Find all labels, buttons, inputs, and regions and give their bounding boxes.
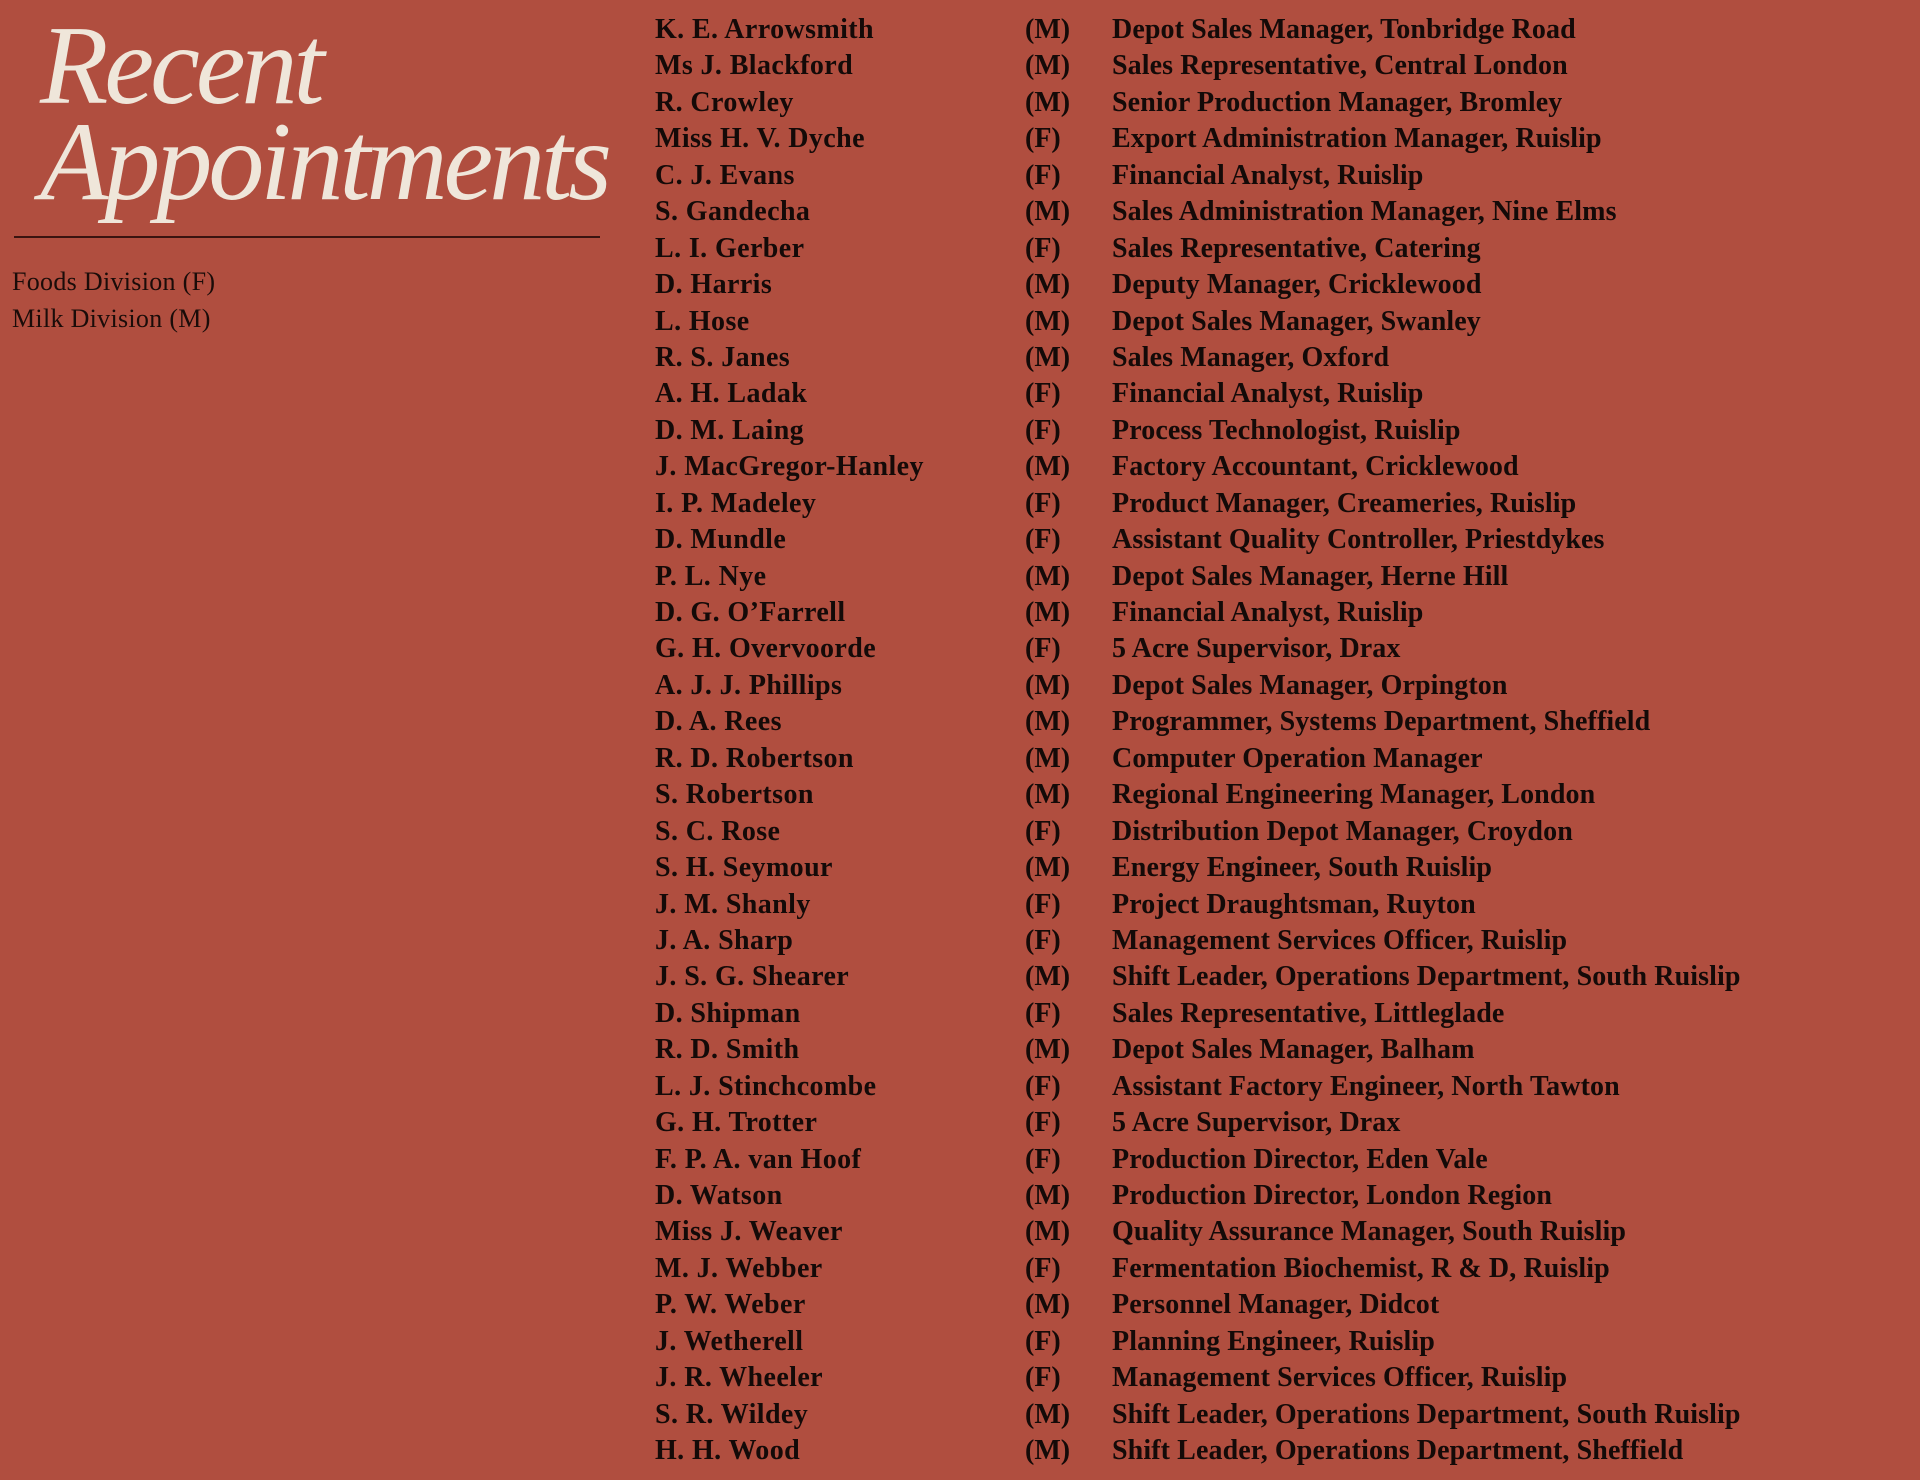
job-title: Distribution Depot Manager, Croydon — [1112, 815, 1573, 847]
appointee-name: D. Harris — [655, 269, 773, 301]
appointee-name: D. Mundle — [655, 524, 787, 556]
division-code: (F) — [1025, 232, 1061, 264]
appointee-name: Miss J. Weaver — [655, 1216, 843, 1248]
job-title: Computer Operation Manager — [1112, 742, 1483, 774]
appointee-name: D. M. Laing — [655, 414, 805, 446]
division-code: (M) — [1025, 961, 1071, 993]
job-title: Financial Analyst, Ruislip — [1112, 378, 1424, 410]
appointee-name: D. A. Rees — [655, 706, 782, 738]
appointee-name: J. A. Sharp — [655, 924, 794, 956]
job-title: Sales Manager, Oxford — [1112, 341, 1390, 373]
appointee-name: L. J. Stinchcombe — [655, 1070, 877, 1102]
division-code: (F) — [1025, 1107, 1061, 1139]
division-code: (M) — [1025, 1034, 1071, 1066]
appointee-name: H. H. Wood — [655, 1435, 801, 1467]
appointee-name: G. H. Trotter — [655, 1107, 818, 1139]
job-title: Production Director, Eden Vale — [1112, 1143, 1488, 1175]
job-title: Financial Analyst, Ruislip — [1112, 597, 1424, 628]
division-legend — [12, 263, 215, 337]
appointee-name: Ms J. Blackford — [655, 50, 854, 82]
appointee-name: D. G. O’Farrell — [655, 597, 846, 628]
title-divider — [14, 236, 600, 238]
appointee-name: S. Robertson — [655, 779, 814, 811]
page-title — [40, 4, 608, 224]
job-title: Factory Accountant, Cricklewood — [1112, 451, 1519, 483]
appointee-name: C. J. Evans — [655, 159, 795, 191]
division-code: (M) — [1025, 779, 1071, 811]
division-code: (M) — [1025, 560, 1071, 592]
job-title: Senior Production Manager, Bromley — [1112, 86, 1563, 118]
job-title: Sales Representative, Littleglade — [1112, 997, 1505, 1029]
appointee-name: Miss H. V. Dyche — [655, 123, 865, 155]
job-title: Personnel Manager, Didcot — [1112, 1289, 1440, 1321]
division-code: (F) — [1025, 815, 1061, 847]
appointee-name: R. D. Robertson — [655, 742, 854, 774]
division-code: (M) — [1025, 86, 1071, 118]
title-line-recent: Recent — [40, 4, 321, 128]
job-title: Process Technologist, Ruislip — [1112, 414, 1461, 446]
division-code: (M) — [1025, 14, 1071, 45]
division-code: (F) — [1025, 924, 1061, 956]
division-code: (M) — [1025, 341, 1071, 373]
division-code: (F) — [1025, 159, 1061, 191]
appointee-name: S. Gandecha — [655, 196, 811, 228]
job-title: Quality Assurance Manager, South Ruislip — [1112, 1216, 1627, 1248]
appointee-name: P. W. Weber — [655, 1289, 806, 1321]
legend-foods-division: Foods Division (F) — [12, 267, 216, 296]
job-title: Project Draughtsman, Ruyton — [1112, 888, 1476, 920]
job-title: Financial Analyst, Ruislip — [1112, 159, 1424, 191]
appointee-name: F. P. A. van Hoof — [655, 1143, 862, 1175]
job-title: Product Manager, Creameries, Ruislip — [1112, 487, 1577, 519]
job-title: Depot Sales Manager, Orpington — [1112, 669, 1508, 701]
appointee-name: I. P. Madeley — [655, 487, 817, 519]
division-code: (F) — [1025, 487, 1061, 519]
division-code: (M) — [1025, 706, 1071, 738]
job-title: Management Services Officer, Ruislip — [1112, 1362, 1568, 1394]
appointee-name: S. C. Rose — [655, 815, 781, 847]
job-title: Export Administration Manager, Ruislip — [1112, 123, 1602, 155]
appointee-name: D. Shipman — [655, 997, 801, 1029]
appointee-name: P. L. Nye — [655, 560, 767, 592]
job-title: Sales Representative, Catering — [1112, 232, 1481, 264]
division-code: (F) — [1025, 888, 1061, 920]
division-code: (F) — [1025, 378, 1061, 410]
appointee-name: J. Wetherell — [655, 1325, 804, 1357]
job-title: Programmer, Systems Department, Sheffield — [1112, 706, 1651, 738]
job-title: 5 Acre Supervisor, Drax — [1112, 633, 1401, 665]
division-code: (F) — [1025, 1143, 1061, 1175]
appointee-name: R. Crowley — [655, 86, 794, 118]
division-code: (M) — [1025, 852, 1071, 884]
job-title: Depot Sales Manager, Swanley — [1112, 305, 1481, 337]
job-title: Fermentation Biochemist, R & D, Ruislip — [1112, 1252, 1610, 1284]
division-code: (M) — [1025, 50, 1071, 82]
appointee-name: J. MacGregor-Hanley — [655, 451, 924, 483]
job-title: Regional Engineering Manager, London — [1112, 779, 1596, 811]
division-code: (M) — [1025, 1180, 1071, 1211]
appointee-name: J. R. Wheeler — [655, 1362, 823, 1394]
division-code: (F) — [1025, 633, 1061, 665]
job-title: Depot Sales Manager, Herne Hill — [1112, 560, 1509, 592]
division-code: (F) — [1025, 1325, 1061, 1357]
job-title: Deputy Manager, Cricklewood — [1112, 269, 1482, 301]
division-code: (F) — [1025, 1362, 1061, 1394]
job-title: Shift Leader, Operations Department, South Ruislip — [1112, 1398, 1741, 1430]
job-title: Shift Leader, Operations Department, Sheffield — [1112, 1435, 1684, 1467]
division-code: (M) — [1025, 669, 1071, 701]
appointee-name: G. H. Overvoorde — [655, 633, 877, 665]
job-title: Sales Administration Manager, Nine Elms — [1112, 196, 1617, 228]
job-title: Assistant Factory Engineer, North Tawton — [1112, 1070, 1620, 1102]
division-code: (M) — [1025, 305, 1071, 337]
job-title: Assistant Quality Controller, Priestdykes — [1112, 524, 1605, 556]
job-title: Shift Leader, Operations Department, South Ruislip — [1112, 961, 1741, 993]
job-title: Planning Engineer, Ruislip — [1112, 1325, 1435, 1357]
division-code: (F) — [1025, 414, 1061, 446]
appointee-name: S. R. Wildey — [655, 1398, 809, 1430]
division-code: (M) — [1025, 1435, 1071, 1467]
job-title: 5 Acre Supervisor, Drax — [1112, 1107, 1401, 1139]
appointee-name: J. M. Shanly — [655, 888, 811, 920]
division-code: (M) — [1025, 1216, 1071, 1248]
appointee-name: J. S. G. Shearer — [655, 961, 850, 993]
division-code: (F) — [1025, 524, 1061, 556]
appointee-name: L. I. Gerber — [655, 232, 805, 264]
appointee-name: R. S. Janes — [655, 341, 791, 373]
division-code: (M) — [1025, 742, 1071, 774]
job-title: Management Services Officer, Ruislip — [1112, 924, 1568, 956]
division-code: (M) — [1025, 1398, 1071, 1430]
division-code: (F) — [1025, 1252, 1061, 1284]
division-code: (M) — [1025, 269, 1071, 301]
division-code: (F) — [1025, 997, 1061, 1029]
appointee-name: A. H. Ladak — [655, 378, 808, 410]
appointee-name: S. H. Seymour — [655, 852, 833, 884]
division-code: (M) — [1025, 451, 1071, 483]
appointee-name: K. E. Arrowsmith — [655, 14, 874, 45]
division-code: (M) — [1025, 196, 1071, 228]
appointee-name: A. J. J. Phillips — [655, 669, 843, 701]
job-title: Production Director, London Region — [1112, 1180, 1553, 1211]
job-title: Depot Sales Manager, Balham — [1112, 1034, 1475, 1066]
appointee-name: L. Hose — [655, 305, 750, 337]
division-code: (F) — [1025, 123, 1061, 155]
appointee-name: D. Watson — [655, 1180, 783, 1211]
appointee-name: M. J. Webber — [655, 1252, 823, 1284]
title-line-appointments: Appointments — [40, 100, 608, 224]
division-code: (M) — [1025, 1289, 1071, 1321]
job-title: Sales Representative, Central London — [1112, 50, 1568, 82]
legend-milk-division: Milk Division (M) — [12, 304, 211, 333]
division-code: (M) — [1025, 597, 1071, 628]
appointee-name: R. D. Smith — [655, 1034, 800, 1066]
job-title: Depot Sales Manager, Tonbridge Road — [1112, 14, 1576, 45]
job-title: Energy Engineer, South Ruislip — [1112, 852, 1493, 884]
division-code: (F) — [1025, 1070, 1061, 1102]
